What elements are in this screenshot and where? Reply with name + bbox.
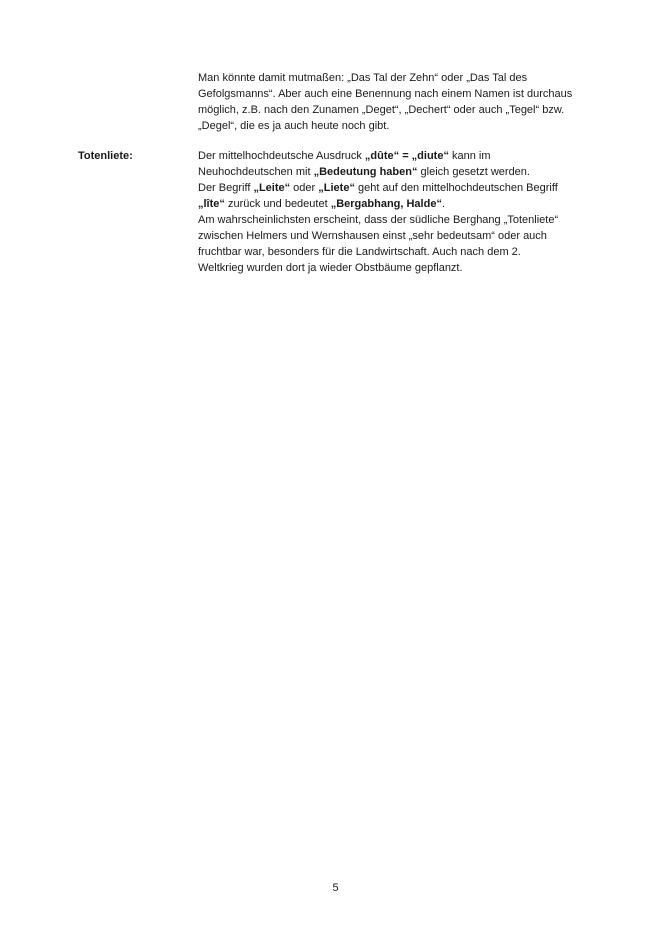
text-run: möglich, z.B. nach den Zunamen „Deget“, „Dechert“ oder auch „Tegel“ bzw.: [198, 104, 565, 116]
text-run: Am wahrscheinlichsten erscheint, dass der südliche Berghang „Totenliete“: [198, 214, 559, 226]
totenliete-line: [198, 196, 598, 212]
bold-term: „dûte“ = „diute“: [364, 150, 449, 162]
intro-paragraph: [198, 70, 598, 134]
totenliete-line: [198, 228, 598, 244]
bold-term: „Leite“: [253, 182, 291, 194]
text-run: gleich gesetzt werden.: [417, 166, 530, 178]
text-run: Man könnte damit mutmaßen: „Das Tal der Zehn“ oder „Das Tal des: [198, 72, 528, 84]
text-run: kann im: [448, 150, 491, 162]
text-run: zwischen Helmers und Wernshausen einst „sehr bedeutsam“ oder auch: [198, 230, 547, 242]
text-run: fruchtbar war, besonders für die Landwirtschaft. Auch nach dem 2.: [198, 246, 521, 258]
bold-term: „lîte“: [198, 198, 225, 210]
intro-line: [198, 102, 598, 118]
text-run: Weltkrieg wurden dort ja wieder Obstbäume gepflanzt.: [198, 262, 463, 274]
totenliete-line: [198, 212, 598, 228]
totenliete-paragraph: [198, 148, 598, 276]
text-run: .: [441, 198, 446, 210]
bold-term: „Liete“: [318, 182, 355, 194]
intro-line: [198, 70, 598, 86]
totenliete-line: [198, 148, 598, 164]
totenliete-line: [198, 260, 598, 276]
totenliete-line: [198, 244, 598, 260]
text-run: zurück und bedeutet: [224, 198, 331, 210]
text-run: geht auf den mittelhochdeutschen Begriff: [354, 182, 558, 194]
intro-line: [198, 86, 598, 102]
text-run: „Degel“, die es ja auch heute noch gibt.: [198, 120, 390, 132]
text-run: Neuhochdeutschen mit: [198, 166, 314, 178]
page-number: 5: [332, 882, 339, 894]
bold-term: „Bedeutung haben“: [313, 166, 418, 178]
intro-line: [198, 118, 598, 134]
text-run: Gefolgsmanns“. Aber auch eine Benennung nach einem Namen ist durchaus: [198, 88, 573, 100]
bold-term: „Bergabhang, Halde“: [330, 198, 442, 210]
text-run: Der mittelhochdeutsche Ausdruck: [198, 150, 365, 162]
totenliete-line: [198, 164, 598, 180]
term-label-totenliete: Totenliete:: [78, 150, 133, 162]
text-run: Der Begriff: [198, 182, 254, 194]
totenliete-line: [198, 180, 598, 196]
text-run: oder: [290, 182, 319, 194]
